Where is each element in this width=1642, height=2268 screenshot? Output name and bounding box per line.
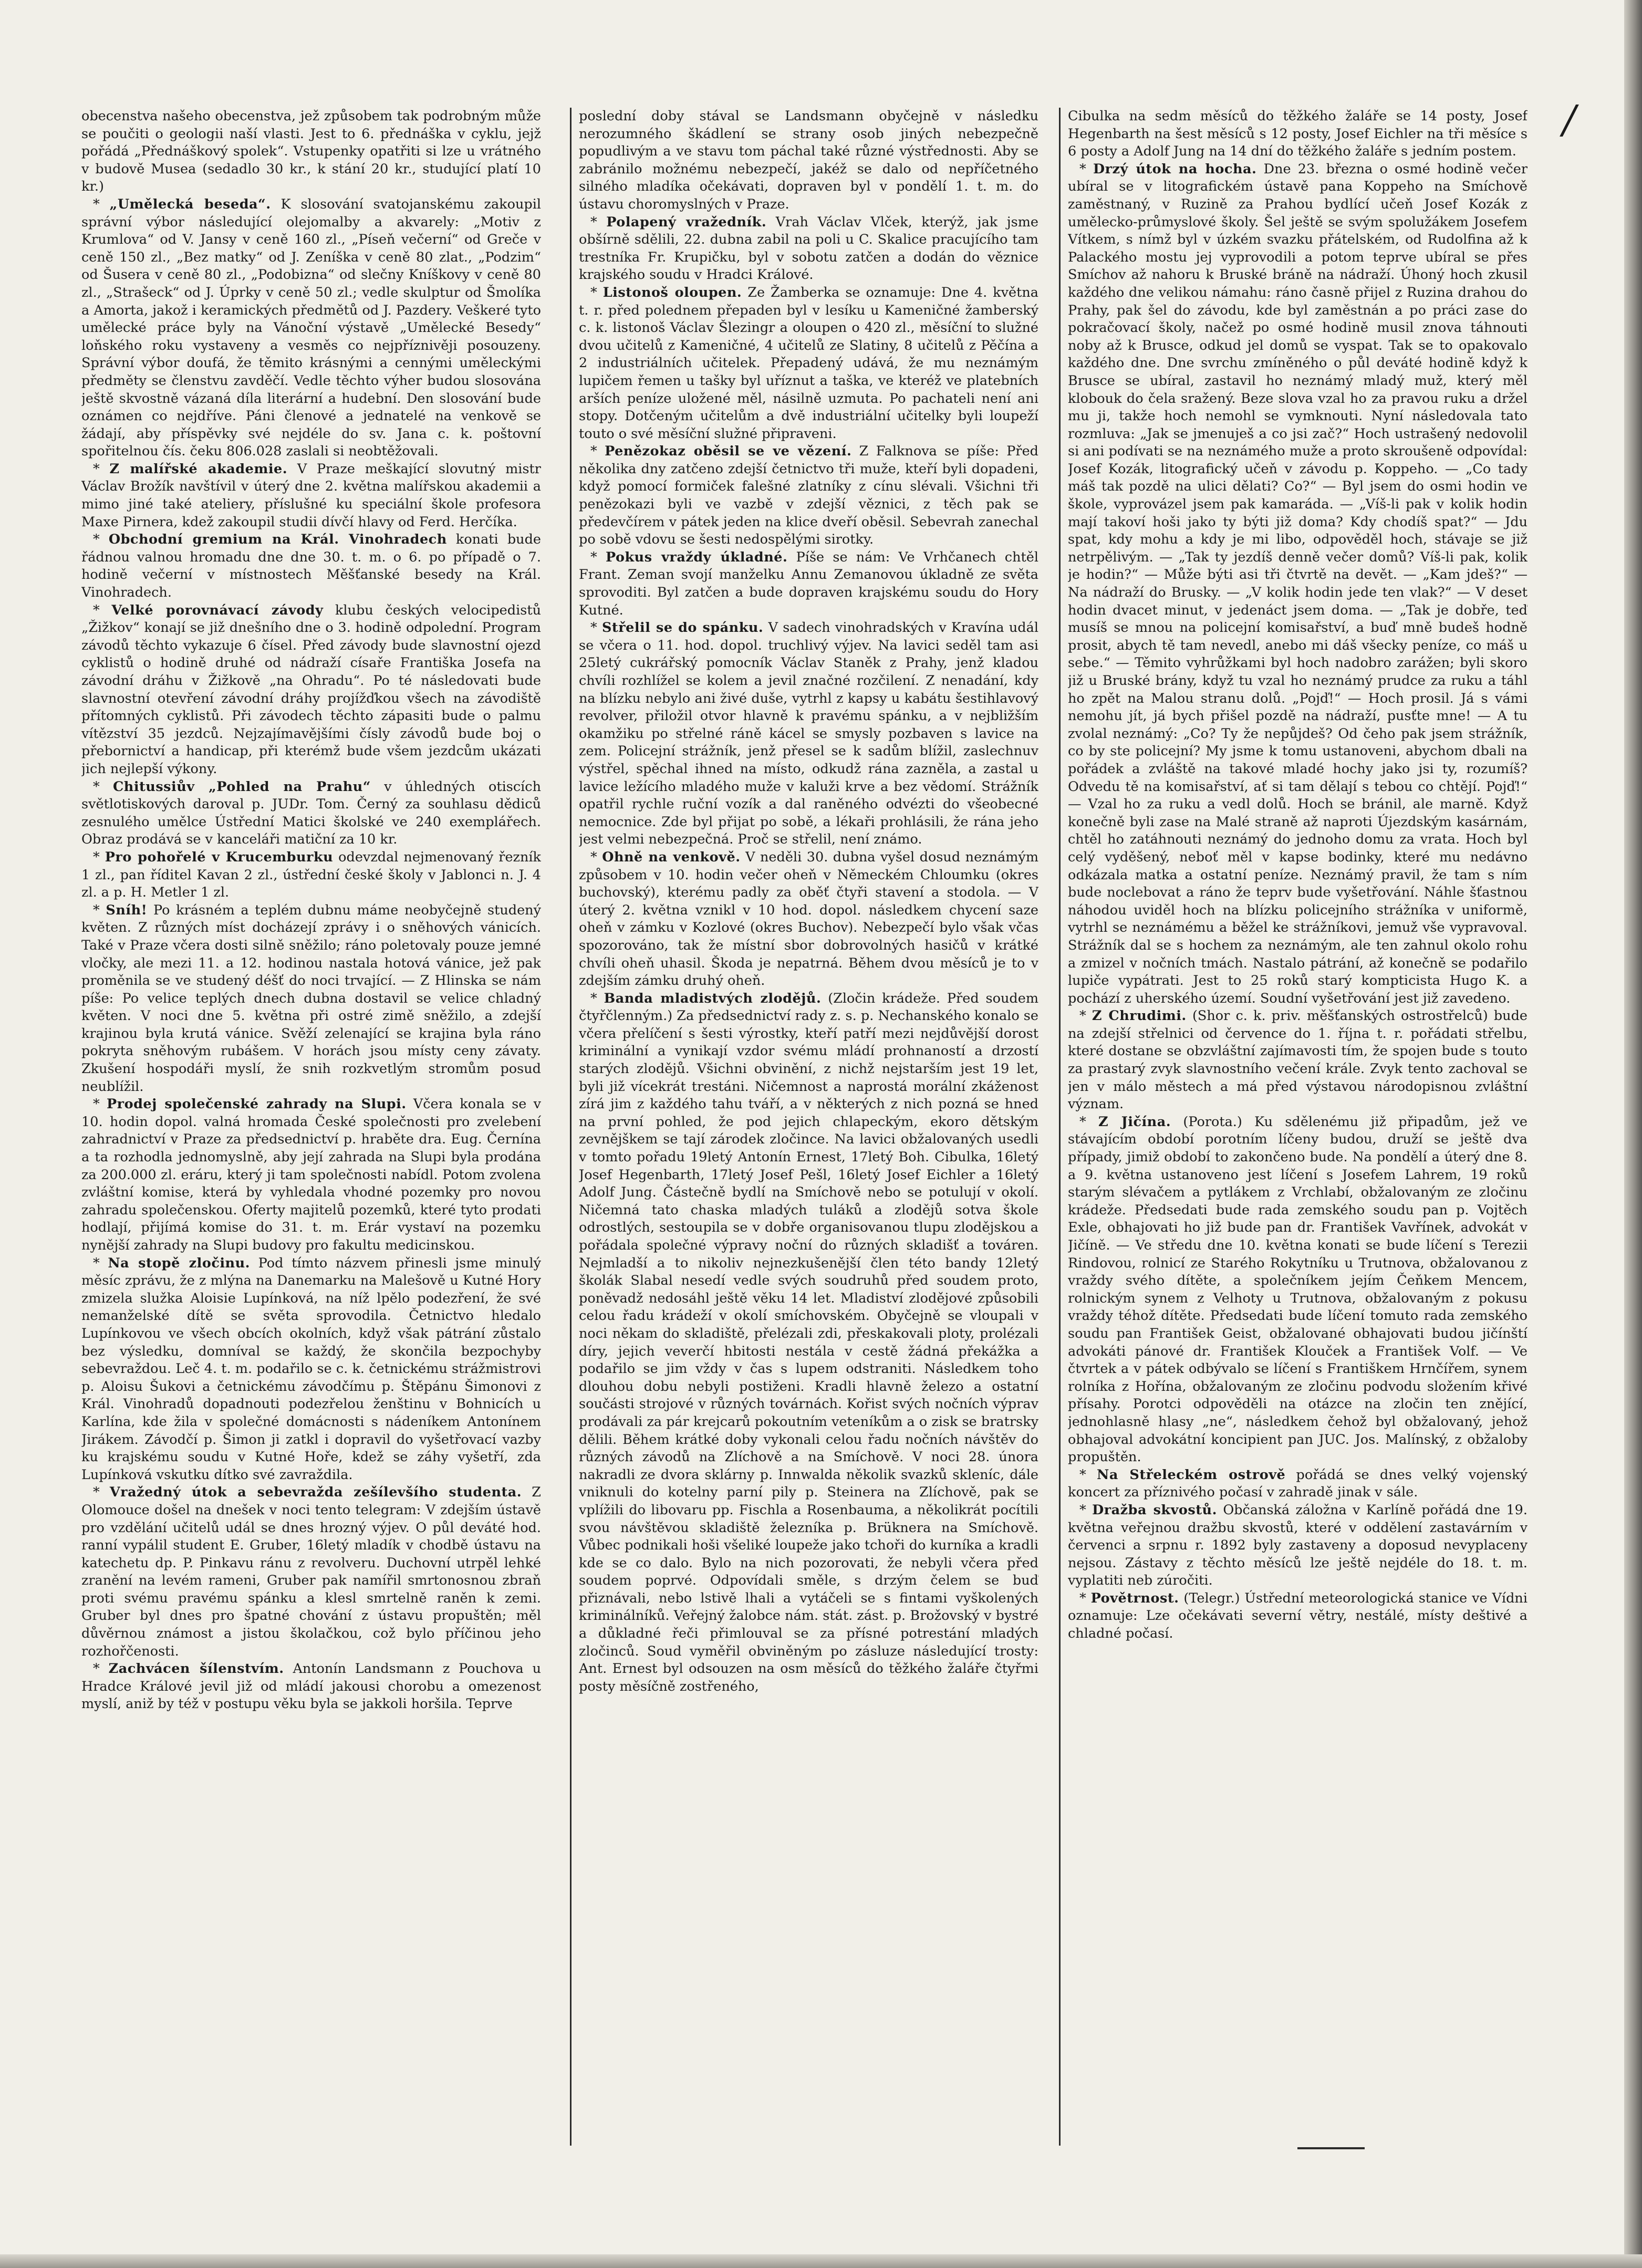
news-item-headline: Polapený vražedník. bbox=[606, 214, 767, 230]
news-item-headline: Pokus vraždy úkladné. bbox=[606, 549, 788, 565]
news-item-text: pořádá se dnes velký vojenský koncert za příznivého počasí v zahradě jinak v sále. bbox=[1068, 1466, 1527, 1501]
news-item-headline: Chitussiův „Pohled na Prahu“ bbox=[112, 778, 371, 795]
column-divider bbox=[570, 108, 571, 2146]
page-edge-shadow bbox=[0, 2254, 1642, 2268]
article-continuation bbox=[1068, 108, 1527, 161]
news-item-headline: Banda mladistvých zlodějů. bbox=[604, 990, 822, 1006]
news-item: * „Umělecká beseda“. K slosování svatojanskému zakoupil správní výbor následující olejomalby a akvarely: „Motiv z Krumlova“ od V. Jansy v ceně 160 zl., „Píseň večerní“ od Greče v ceně 150 zl., „Bez matky“ od J. Zeníška v ceně 80 zlat., „Podzim“ od Šusera v ceně 80 zl., „Podobizna“ od slečny Kníškovy v ceně 80 zl., „Strašeck“ od J. Úprky v ceně 50 zl.; vedle skulptur od Šmolíka a Amorta, jakož i keramických předmětů od J. Pazdery. Veškeré tyto umělecké práce byly na Vánoční výstavě „Umělecké Besedy“ loňského roku vystaveny a vesměs co nejpříznivěji posouzeny. Správní výbor doufá, že těmito krásnými a cennými uměleckými předměty se členstvu zavděčí. Vedle těchto výher budou slosována ještě skvostně vázaná díla literární a hudební. Den slosování bude oznámen co nejdříve. Páni členové a jednatelé na venkově se žádají, aby příspěvky své nejdéle do sv. Jana c. k. poštovní spořitelnou čís. čeku 806.028 zaslali si neobtěžovali. bbox=[81, 196, 541, 460]
news-item-text: (Zločin krádeže. Před soudem čtyřčlenným.) Za předsednictví rady z. s. p. Nechanského konalo se včera přelíčení s šesti výrostky, kteří patří mezi nejdůvější dorost kriminální a vynikají vzdor svému mládí prohnaností a drzostí starých zlodějů. Všichni obvinění, z nichž nejstarším jest 19 let, byli již vícekrát trestáni. Ničemnost a naprostá morální zkáženost zírá jim z každého tahu tváří, a v některých z nich pozná se hned na první pohled, že pod jejich chlapeckým, ekoro dětským zevnějškem se tají zárodek zločince. Na lavici obžalovaných usedli v tomto pořadu 19letý Antonín Ernest, 17letý Boh. Cibulka, 16letý Josef Hegenbarth, 17letý Josef Pešl, 16letý Josef Eichler a 16letý Adolf Jung. Částečně bydlí na Smíchově nebo se potulují v okolí. Ničemná tato chaska mladých tuláků a zlodějů sotva škole odrostlých, sestoupila se v dobře organisovanou tlupu zlodějskou a pořádala společné výpravy noční do různých skladišť a továren. Nejmladší a to nikoliv nejnezkušenější člen této bandy 12letý školák Slabal nesedí vedle svých soudruhů před soudem proto, poněvadž nedosáhl ještě věku 14 let. Mladiství zlodějové způsobili celou řadu krádeží v okolí smíchovském. Obyčejně se vloupali v noci někam do skladiště, přelézali zdi, přeskakovali ploty, prolézali díry, jejich veverčí hbitosti nestála v cestě žádná překážka a podařilo se jim vždy v čas s lupem odstraniti. Následkem toho dlouhou dobu nebyli postiženi. Kradli hlavně železo a ostatní součásti strojové v různých továrnách. Kořist svých nočních výprav prodávali za pár krejcarů pokoutním veteníkům a o zisk se bratrsky dělili. Během krátké doby vykonali celou řadu nočních návštěv do různých závodů na Zlíchově a na Smíchově. V noci 28. února nakradli ze dvora sklárny p. Innwalda několik svazků skleníc, dále vniknuli do kotelny parní pily p. Steinera na Zlíchově, pak se vplížili do libovaru pp. Fischla a Rosenbauma, a několikrát pocítili svou návštěvou skladiště železníka p. Brüknera na Smíchově. Vůbec podnikali hoši všeliké loupeže jako tchoři do kurníka a kradli kde se co dalo. Bylo na nich pozorovati, že nebyli včera před soudem poprvé. Odpovídali směle, s drzým čelem se buď přiznávali, nebo lstivě lhali a vytáčeli se s fintami vyškolených kriminálníků. Veřejný žalobce nám. stát. zást. p. Brožovský v bystré a důkladné řeči přimlouval se za přísné potrestání mladých zločinců. Soud vyměřil obviněným po zásluze následující trosty: Ant. Ernest byl odsouzen na osm měsíců do těžkého žaláře čtyřmi posty měsíčně zostřeného, bbox=[579, 990, 1038, 1694]
news-item-text: K slosování svatojanskému zakoupil správní výbor následující olejomalby a akvarely: „Motiv z Krumlova“ od V. Jansy v ceně 160 zl., „Píseň večerní“ od Greče v ceně 150 zl., „Bez matky“ od J. Zeníška v ceně 80 zlat., „Podzim“ od Šusera v ceně 80 zl., „Podobizna“ od slečny Kníškovy v ceně 80 zl., „Strašeck“ od J. Úprky v ceně 50 zl.; vedle skulptur od Šmolíka a Amorta, jakož i keramických předmětů od J. Pazdery. Veškeré tyto umělecké práce byly na Vánoční výstavě „Umělecké Besedy“ loňského roku vystaveny a vesměs co nejpříznivěji posouzeny. Správní výbor doufá, že těmito krásnými a cennými uměleckými předměty se členstvu zavděčí. Vedle těchto výher budou slosována ještě skvostně vázaná díla literární a hudební. Den slosování bude oznámen co nejdříve. Páni členové a jednatelé na venkově se žádají, aby příspěvky své nejdéle do sv. Jana c. k. poštovní spořitelnou čís. čeku 806.028 zaslali si neobtěžovali. bbox=[81, 196, 541, 460]
news-item-headline: Z Chrudimi. bbox=[1092, 1008, 1187, 1024]
news-item-headline: Povětrnost. bbox=[1090, 1590, 1179, 1606]
column-1 bbox=[81, 108, 541, 2146]
news-item: * Na stopě zločinu. Pod tímto názvem přinesli jsme minulý měsíc zprávu, že z mlýna na Danemarku na Malešově u Kutné Hory zmizela služka Aloisie Lupínková, na níž lpělo podezření, že své nemanželské dítě se světa sprovodila. Četnictvo hledalo Lupínkovou ve všech obcích okolních, když však pátrání zůstalo bez výsledku, domníval se každý, že skončila bezpochyby sebevraždou. Leč 4. t. m. podařilo se c. k. četnickému strážmistrovi p. Aloisu Šukovi a četnickému závodčímu p. Štěpánu Šimonovi z Král. Vinohradů dopadnouti podezřelou ženštinu v Bohnicích u Karlína, kde žila v společné domácnosti s nádeníkem Antonínem Jirákem. Závodčí p. Šimon ji zatkl i dopravil do vyšetřovací vazby ku krajskému soudu v Kutné Hoře, kdež se záhy vyšetří, zda Lupínková vskutku dítko své zavraždila. bbox=[81, 1255, 541, 1483]
news-item-text: (Porota.) Ku sdělenému již připadům, jež ve stávajícím období porotním líčeny budou, druží se ještě dva případy, jimiž období to zakončeno bude. Na pondělí a úterý dne 8. a 9. května ustanoveno jest líčení s Josefem Lahrem, 19 roků starým slévačem a pytlákem z Vrchlabí, obžalovaným ze zločinu krádeže. Předsedati bude rada zemského soudu pan p. Vojtěch Exle, obhajovati ho již bude pan dr. František Vavřínek, advokát v Jičíně. — Ve středu dne 10. května konati se bude líčení s Terezii Rindovou, rolnicí ze Starého Rokytníku u Trutnova, obžalovanou z vraždy svého dítěte, a společníkem jejím Čeňkem Mencem, rolnickým synem z Velhoty u Trutnova, obžalovaným z pokusu vraždy téhož dítěte. Předsedati bude líčení tomuto rada zemského soudu pan František Geist, obžalované obhajovati budou jičínští advokáti pánové dr. František Klouček a František Volf. — Ve čtvrtek a v pátek odbývalo se líčení s Františkem Hrnčířem, synem rolníka z Hořína, obžalovaným ze zločinu podvodu složením křivé přísahy. Porotci odpověděli na otázce na zločin ten znějící, jednohlasně hlasy „ne“, následkem čehož byl obžalovaný, jehož obhajoval advokátní koncipient pan JUC. Jos. Malínský, z obžaloby propuštěn. bbox=[1068, 1114, 1527, 1465]
news-item: * Chitussiův „Pohled na Prahu“ v úhledných otiscích světlotiskových daroval p. JUDr. Tom. Černý za souhlasu dědiců zesnulého umělce Ústřední Matici školské ve 240 exemplářech. Obraz prodává se v kanceláři matiční za 10 kr. bbox=[81, 778, 541, 848]
news-item-text: V Praze meškající slovutný mistr Václav Brožík navštívil v úterý dne 2. května malířskou akademii a mimo jiné také ateliery, příslušné ku speciální škole profesora Maxe Pirnera, kdež zakoupil studii dívčí hlavy od Ferd. Herčíka. bbox=[81, 461, 541, 530]
news-item-text: klubu českých velocipedistů „Žižkov“ konají se již dnešního dne o 3. hodině odpolední. Program závodů těchto vykazuje 6 čísel. Před závody bude slavnostní ojezd cyklistů o hodině druhé od nádraží císaře Františka Josefa na závodní dráhu v Žižkově „na Ohradu“. Po té následovati bude slavnostní otevření závodní dráhy projížďkou všech na závodiště přítomných cyklistů. Při závodech těchto zápasiti bude o palmu vítězství 35 jezdců. Nejzajímavějšími čísly závodů bude boj o přebornictví a handicap, při kterémž bude všem jezdcům ukázati jich nejlepší výkony. bbox=[81, 602, 541, 777]
news-item: * Z Jičína. (Porota.) Ku sdělenému již připadům, jež ve stávajícím období porotním líčeny budou, druží se ještě dva případy, jimiž období to zakončeno bude. Na pondělí a úterý dne 8. a 9. května ustanoveno jest líčení s Josefem Lahrem, 19 roků starým slévačem a pytlákem z Vrchlabí, obžalovaným ze zločinu krádeže. Předsedati bude rada zemského soudu pan p. Vojtěch Exle, obhajovati ho již bude pan dr. František Vavřínek, advokát v Jičíně. — Ve středu dne 10. května konati se bude líčení s Terezii Rindovou, rolnicí ze Starého Rokytníku u Trutnova, obžalovanou z vraždy svého dítěte, a společníkem jejím Čeňkem Mencem, rolnickým synem z Velhoty u Trutnova, obžalovaným z pokusu vraždy téhož dítěte. Předsedati bude líčení tomuto rada zemského soudu pan František Geist, obžalované obhajovati budou jičínští advokáti pánové dr. František Klouček a František Volf. — Ve čtvrtek a v pátek odbývalo se líčení s Františkem Hrnčířem, synem rolníka z Hořína, obžalovaným ze zločinu podvodu složením křivé přísahy. Porotci odpověděli na otázce na zločin ten znějící, jednohlasně hlasy „ne“, následkem čehož byl obžalovaný, jehož obhajoval advokátní koncipient pan JUC. Jos. Malínský, z obžaloby propuštěn. bbox=[1068, 1114, 1527, 1465]
article-text: obecenstva našeho obecenstva, jež způsobem tak podrobným může se poučiti o geologii naší vlasti. Jest to 6. přednáška v cyklu, jejž pořádá „Přednáškový spolek“. Vstupenky opatřiti si lze u vrátného v budově Musea (sedadlo 30 kr., k stání 20 kr., studující platí 10 kr.) bbox=[81, 108, 541, 195]
news-item-headline: Obchodní gremium na Král. Vinohradech bbox=[108, 532, 447, 548]
news-item-text: Píše se nám: Ve Vrhčanech chtěl Frant. Zeman svojí manželku Annu Zemanovou úkladně ze světa sprovoditi. Byl zatčen a bude dopraven krajskému soudu do Hory Kutné. bbox=[579, 549, 1038, 618]
news-item: * Ohně na venkově. V neděli 30. dubna vyšel dosud neznámým způsobem v 10. hodin večer oheň v Německém Chloumku (okres buchovský), kterému padly za oběť čtyři stavení a stodola. — V úterý 2. května vznikl v 10 hod. dopol. následkem chycení saze oheň v zámku v Kozlové (okres Buchov). Nebezpečí bylo však včas spozorováno, tak že místní sbor dobrovolných hasičů v krátké chvíli oheň uhasil. Škoda je nepatrná. Během dvou měsíců je to v zdejším zámku druhý oheň. bbox=[579, 849, 1038, 989]
news-item: * Banda mladistvých zlodějů. (Zločin krádeže. Před soudem čtyřčlenným.) Za předsednictví rady z. s. p. Nechanského konalo se včera přelíčení s šesti výrostky, kteří patří mezi nejdůvější dorost kriminální a vynikají vzdor svému mládí prohnaností a drzostí starých zlodějů. Všichni obvinění, z nichž nejstarším jest 19 let, byli již vícekrát trestáni. Ničemnost a naprostá morální zkáženost zírá jim z každého tahu tváří, a v některých z nich pozná se hned na první pohled, že pod jejich chlapeckým, ekoro dětským zevnějškem se tají zárodek zločince. Na lavici obžalovaných usedli v tomto pořadu 19letý Antonín Ernest, 17letý Boh. Cibulka, 16letý Josef Hegenbarth, 17letý Josef Pešl, 16letý Josef Eichler a 16letý Adolf Jung. Částečně bydlí na Smíchově nebo se potulují v okolí. Ničemná tato chaska mladých tuláků a zlodějů sotva škole odrostlých, sestoupila se v dobře organisovanou tlupu zlodějskou a pořádala společné výpravy noční do různých skladišť a továren. Nejmladší a to nikoliv nejnezkušenější člen této bandy 12letý školák Slabal nesedí vedle svých soudruhů před soudem proto, poněvadž nedosáhl ještě věku 14 let. Mladiství zlodějové způsobili celou řadu krádeží v okolí smíchovském. Obyčejně se vloupali v noci někam do skladiště, přelézali zdi, přeskakovali ploty, prolézali díry, jejich veverčí hbitosti nestála v cestě žádná překážka a podařilo se jim vždy v čas s lupem odstraniti. Následkem toho dlouhou dobu nebyli postiženi. Kradli hlavně železo a ostatní součásti strojové v různých továrnách. Kořist svých nočních výprav prodávali za pár krejcarů pokoutním veteníkům a o zisk se bratrsky dělili. Během krátké doby vykonali celou řadu nočních návštěv do různých závodů na Zlíchově a na Smíchově. V noci 28. února nakradli ze dvora sklárny p. Innwalda několik svazků skleníc, dále vniknuli do kotelny parní pily p. Steinera na Zlíchově, pak se vplížili do libovaru pp. Fischla a Rosenbauma, a několikrát pocítili svou návštěvou skladiště železníka p. Brüknera na Smíchově. Vůbec podnikali hoši všeliké loupeže jako tchoři do kurníka a kradli kde se co dalo. Bylo na nich pozorovati, že nebyli včera před soudem poprvé. Odpovídali směle, s drzým čelem se buď přiznávali, nebo lstivě lhali a vytáčeli se s fintami vyškolených kriminálníků. Veřejný žalobce nám. stát. zást. p. Brožovský v bystré a důkladné řeči přimlouval se za přísné potrestání mladých zločinců. Soud vyměřil obviněným po zásluze následující trosty: Ant. Ernest byl odsouzen na osm měsíců do těžkého žaláře čtyřmi posty měsíčně zostřeného, bbox=[579, 990, 1038, 1694]
news-item: * Penězokaz oběsil se ve vězení. Z Falknova se píše: Před několika dny zatčeno zdejší četnictvo tři muže, kteří byli dopadeni, když pomocí formiček falešné zlatníky z cínu slévali. Všichni tři penězokazi byli ve vazbě v zdejší věznici, z těch pak se předevčírem v pátek jeden na klice dveří oběsil. Sebevrah zanechal po sobě vdovu se šesti nedospělými sirotky. bbox=[579, 443, 1038, 548]
news-item-text: odevzdal nejmenovaný řezník 1 zl., pan říditel Kavan 2 zl., ústřední české školy v Jablonci n. J. 4 zl. a p. H. Metler 1 zl. bbox=[81, 849, 541, 901]
news-item-text: (Telegr.) Ústřední meteorologická stanice ve Vídni oznamuje: Lze očekávati severní větry, nestálé, místy deštivé a chladné počasí. bbox=[1068, 1590, 1527, 1642]
news-item-headline: Velké porovnávací závody bbox=[111, 602, 324, 618]
news-item: * Střelil se do spánku. V sadech vinohradských v Kravína udál se včera o 11. hod. dopol. truchlivý výjev. Na lavici seděl tam asi 25letý cukrářský pomocník Václav Staněk z Prahy, jenž kladou chvíli rozhlížel se kolem a jevil značné rozčilení. Z nenadání, kdy na blízku nebylo ani živé duše, vytrhl z kapsy u kabátu šestihlavový revolver, přiložil otvor hlavně k pravému spánku, a v nejbližším okamžiku po střelné ráně kácel se smysly pozbaven s lavice na zem. Policejní strážník, jenž přesel se k sadům blížil, zaslechnuv výstřel, spěchal ihned na místo, odkudž rána zazněla, a zastal u lavice ležícího mladého muže v kaluži krve a bez vědomí. Strážník opatřil rychle ruční vozík a dal raněného odvézti do všeobecné nemocnice. Zde byl přijat po sobě, a lékaři prohlásili, že rána jeho jest velmi nebezpečná. Proč se střelil, není známo. bbox=[579, 620, 1038, 848]
news-item-text: (Shor c. k. priv. měšťanských ostrostřelců) bude na zdejší střelnici od července do 1. října t. r. pořádati střelbu, které dostane se obzvláštní zajímavosti tím, že spojen bude s touto za prastarý zvyk slavnostního večení krále. Zvyk tento zachoval se jen v málo městech a má před výstavou národopisnou zvláštní význam. bbox=[1068, 1008, 1527, 1112]
news-item-text: konati bude řádnou valnou hromadu dne dne 30. t. m. o 6. po případě o 7. hodině večerní v místnostech Měšťanské besedy na Král. Vinohradech. bbox=[81, 532, 541, 601]
news-item-text: Ze Žamberka se oznamuje: Dne 4. května t. r. před polednem přepaden byl v lesíku u Kameničné žamberský c. k. listonoš Václav Šlezingr a oloupen o 420 zl., měsíční to služné dvou učitelů z Kameničné, 4 učitelů ze Slatiny, 8 učitelů z Pěčína a 2 industriálních učitelek. Přepadený udává, že mu neznámým lupičem řemen u tašky byl uříznut a taška, ve kteréž ve platebních arších peníze uložené měl, násilně uzmuta. Po pachateli není ani stopy. Dotčeným učitelům a dvě industriální učitelky byli loupeží touto o své měsíční služné připraveni. bbox=[579, 284, 1038, 442]
news-item-headline: Penězokaz oběsil se ve vězení. bbox=[605, 443, 852, 460]
news-item: * Drzý útok na hocha. Dne 23. března o osmé hodině večer ubíral se v litografickém ústavě pana Koppeho na Smíchově zaměstnaný, v Ruzině za Prahou bydlící učeň Josef Kozák z umělecko-průmyslové školy. Šel ještě se svým spolužákem Josefem Vítkem, s nímž byl v úzkém svazku přátelském, od Rudolfina až k Palackého mostu jej vyprovodili a potom teprve ubíral se přes Smíchov až nahoru k Bruské bráně na nádraží. Úhoný hoch zkusil každého dne velikou námahu: ráno časně přijel z Ruzina drahou do Prahy, pak šel do závodu, kde byl zaměstnán a po práci zase do pokračovací školy, načež po osmé hodině musil znova táhnouti noby až k Brusce, odkud jel domů se vyspat. Tak se to opakovalo každého dne. Dne svrchu zmíněného o půl deváté hodině když k Brusce se ubíral, zastavil ho neznámý mladý muž, který měl klobouk do čela sražený. Beze slova vzal ho za pravou ruku a držel mu ji, takže hoch nemohl se vymknouti. Nyní následovala tato rozmluva: „Jak se jmenuješ a co jsi zač?“ Hoch ustrašený nedovolil si ani podívati se na neznámého muže a proto skroušeně odpovídal: Josef Kozák, litografický učeň v závodu p. Koppeho. — „Co tady máš tak pozdě na ulici dělati? Co?“ — Byl jsem do osmi hodin ve škole, vyprovázel jsem pak kamaráda. — „Víš-li pak v kolik hodin mají takoví hoši jako ty býti již doma? Kdy chodíš spat?“ — Jdu spat, kdy mohu a kdy je mi libo, odpověděl hoch, stávaje se již netrpělivým. — „Tak ty jezdíš denně večer domů? Víš-li pak, kolik je hodin?“ — Může býti asi tři čtvrtě na devět. — „Kam jdeš?“ — Na nádraží do Brusky. — „V kolik hodin jede ten vlak?“ — V deset hodin dvacet minut, v jedenáct jsem doma. — „Tak je dobře, teď musíš se mnou na policejní komisařství, a buď mně budeš hodně prosit, abych tě tam nevedl, anebo mi dáš všecky peníze, co máš u sebe.“ — Těmito vyhrůžkami byl hoch nadobro zarážen; byli skoro již u Bruské brány, když tu vzal ho neznámý prudce za ruku a táhl ho zpět na Malou stranu dolů. „Pojď!“ — Hoch prosil. Já s vámi nemohu jít, já bych přišel pozdě na nádraží, pusťte mne! — A tu zvolal neznámý: „Co? Ty že nepůjdeš? Od čeho pak jsem strážník, co by ste policejní? My jsme k tomu ustanoveni, abychom dbali na pořádek a zvláště na takové mladé hochy jako jsi ty, rozumíš? Odvedu tě na komisařství, ať si tam dělají s tebou co chtějí. Pojď!“ — Vzal ho za ruku a vedl dolů. Hoch se bránil, ale marně. Když konečně byli zase na Malé straně až naproti Újezdským kasárnám, chtěl ho zatáhnouti neznámý do jednoho domu za vrata. Hoch byl celý vyděšený, neboť měl v kapse bodinky, které mu nedávno odkázala matka a ostatní peníze. Neznámý pravil, že tam s ním bude noclebovat a ráno že teprv bude vyšetřování. Náhle šťastnou náhodou uviděl hoch na blízku policejního strážníka v uniformě, vytrhl se neznámému a běžel ke strážníkovi, jemuž vše vypravoval. Strážník dal se s hochem za neznámým, ale ten zahnul okolo rohu a zmizel v nočních tmách. Nastalo pátrání, až konečně se podařilo lupiče vypátrati. Jest to 25 roků starý kompticista Hugo K. a pochází z uherského území. Soudní vyšetřování jest již zavedeno. bbox=[1068, 161, 1527, 1006]
news-item: * Vražedný útok a sebevražda zešílevšího studenta. Z Olomouce došel na dnešek v noci tento telegram: V zdejším ústavě pro vzdělání učitelů udál se dnes hrozný výjev. O půl deváté hod. ranní vypálil student E. Gruber, 16letý mladík v chodbě ústavu na katechetu dp. P. Pinkavu ránu z revolveru. Duchovní utrpěl lehké zranění na levém rameni, Gruber pak namířil smrtonosnou zbraň proti svému pravému spánku a klesl smrtelně raněn k zemi. Gruber byl dnes pro špatné chování z ústavu propuštěn; měl důvěrnou známost a jistou školačkou, což bylo příčinou jeho rozhořčenosti. bbox=[81, 1484, 541, 1659]
news-item-headline: Na Střeleckém ostrově bbox=[1097, 1466, 1286, 1483]
news-item-headline: Z Jičína. bbox=[1098, 1114, 1171, 1130]
news-item: * Velké porovnávací závody klubu českých velocipedistů „Žižkov“ konají se již dnešního dne o 3. hodině odpolední. Program závodů těchto vykazuje 6 čísel. Před závody bude slavnostní ojezd cyklistů o hodině druhé od nádraží císaře Františka Josefa na závodní dráhu v Žižkově „na Ohradu“. Po té následovati bude slavnostní otevření závodní dráhy projížďkou všech na závodiště přítomných cyklistů. Při závodech těchto zápasiti bude o palmu vítězství 35 jezdců. Nejzajímavějšími čísly závodů bude boj o přebornictví a handicap, při kterémž bude všem jezdcům ukázati jich nejlepší výkony. bbox=[81, 602, 541, 777]
article-continuation bbox=[579, 108, 1038, 214]
news-item: * Na Střeleckém ostrově pořádá se dnes velký vojenský koncert za příznivého počasí v zahradě jinak v sále. bbox=[1068, 1466, 1527, 1501]
news-item-text: v úhledných otiscích světlotiskových daroval p. JUDr. Tom. Černý za souhlasu dědiců zesnulého umělce Ústřední Matici školské ve 240 exemplářech. Obraz prodává se v kanceláři matiční za 10 kr. bbox=[81, 778, 541, 848]
news-item-text: Po krásném a teplém dubnu máme neobyčejně studený květen. Z různých míst docházejí zprávy i o sněhových vánicích. Také v Praze včera dosti silně sněžilo; ráno poletovaly pouze jemné vločky, ale mezi 11. a 12. hodinou nastala hotová vánice, jež pak proměnila se ve studený déšť do noci trvající. — Z Hlinska se nám píše: Po velice teplých dnech dubna dostavil se velice chladný květen. V noci dne 5. května při ostré zimě sněžilo, a zdejší krajinou byla krutá vánice. Svěží zelenající se krajina byla ráno pokryta sněhovým rubášem. V horách jsou místy ceny závaty. Zkušení hospodáři myslí, že snih rozkvetlým stromům posud neublížil. bbox=[81, 902, 541, 1095]
news-item-headline: Z malířské akademie. bbox=[109, 461, 288, 477]
news-item: * Z malířské akademie. V Praze meškající slovutný mistr Václav Brožík navštívil v úterý dne 2. května malířskou akademii a mimo jiné také ateliery, příslušné ku speciální škole profesora Maxe Pirnera, kdež zakoupil studii dívčí hlavy od Ferd. Herčíka. bbox=[81, 461, 541, 530]
news-item-headline: Sníh! bbox=[106, 902, 148, 918]
news-item-headline: Střelil se do spánku. bbox=[602, 620, 764, 636]
news-item-text: V sadech vinohradských v Kravína udál se včera o 11. hod. dopol. truchlivý výjev. Na lavici seděl tam asi 25letý cukrářský pomocník Václav Staněk z Prahy, jenž kladou chvíli rozhlížel se kolem a jevil značné rozčilení. Z nenadání, kdy na blízku nebylo ani živé duše, vytrhl z kapsy u kabátu šestihlavový revolver, přiložil otvor hlavně k pravému spánku, a v nejbližším okamžiku po střelné ráně kácel se smysly pozbaven s lavice na zem. Policejní strážník, jenž přesel se k sadům blížil, zaslechnuv výstřel, spěchal ihned na místo, odkudž rána zazněla, a zastal u lavice ležícího mladého muže v kaluži krve a bez vědomí. Strážník opatřil rychle ruční vozík a dal raněného odvézti do všeobecné nemocnice. Zde byl přijat po sobě, a lékaři prohlásili, že rána jeho jest velmi nebezpečná. Proč se střelil, není známo. bbox=[579, 620, 1038, 848]
news-item-text: Pod tímto názvem přinesli jsme minulý měsíc zprávu, že z mlýna na Danemarku na Malešově u Kutné Hory zmizela služka Aloisie Lupínková, na níž lpělo podezření, že své nemanželské dítě se světa sprovodila. Četnictvo hledalo Lupínkovou ve všech obcích okolních, když však pátrání zůstalo bez výsledku, domníval se každý, že skončila bezpochyby sebevraždou. Leč 4. t. m. podařilo se c. k. četnickému strážmistrovi p. Aloisu Šukovi a četnickému závodčímu p. Štěpánu Šimonovi z Král. Vinohradů dopadnouti podezřelou ženštinu v Bohnicích u Karlína, kde žila v společné domácnosti s nádeníkem Antonínem Jirákem. Závodčí p. Šimon ji zatkl i dopravil do vyšetřovací vazby ku krajskému soudu v Kutné Hoře, kdež se záhy vyšetří, zda Lupínková vskutku dítko své zavraždila. bbox=[81, 1255, 541, 1483]
news-item-text: Občanská záložna v Karlíně pořádá dne 19. května veřejnou dražbu skvostů, které v oddělení zastavárním v červenci a srpnu r. 1892 byly zastaveny a doposud nevyplaceny nejsou. Zástavy z těchto měsíců lze ještě nejdéle do 18. t. m. vyplatiti neb zúročiti. bbox=[1068, 1502, 1527, 1589]
news-item: * Obchodní gremium na Král. Vinohradech konati bude řádnou valnou hromadu dne dne 30. t. m. o 6. po případě o 7. hodině večerní v místnostech Měšťanské besedy na Král. Vinohradech. bbox=[81, 532, 541, 601]
news-item-text: V neděli 30. dubna vyšel dosud neznámým způsobem v 10. hodin večer oheň v Německém Chloumku (okres buchovský), kterému padly za oběť čtyři stavení a stodola. — V úterý 2. května vznikl v 10 hod. dopol. následkem chycení saze oheň v zámku v Kozlové (okres Buchov). Nebezpečí bylo však včas spozorováno, tak že místní sbor dobrovolných hasičů v krátké chvíli oheň uhasil. Škoda je nepatrná. Během dvou měsíců je to v zdejším zámku druhý oheň. bbox=[579, 849, 1038, 989]
news-item: * Zachvácen šílenstvím. Antonín Landsmann z Pouchova u Hradce Králové jevil již od mládí jakousi chorobu a omezenost myslí, aniž by též v postupu věku byla se jakkoli horšila. Teprve bbox=[81, 1661, 541, 1712]
news-item: * Sníh! Po krásném a teplém dubnu máme neobyčejně studený květen. Z různých míst docházejí zprávy i o sněhových vánicích. Také v Praze včera dosti silně sněžilo; ráno poletovaly pouze jemné vločky, ale mezi 11. a 12. hodinou nastala hotová vánice, jež pak proměnila se ve studený déšť do noci trvající. — Z Hlinska se nám píše: Po velice teplých dnech dubna dostavil se velice chladný květen. V noci dne 5. května při ostré zimě sněžilo, a zdejší krajinou byla krutá vánice. Svěží zelenající se krajina byla ráno pokryta sněhovým rubášem. V horách jsou místy ceny závaty. Zkušení hospodáři myslí, že snih rozkvetlým stromům posud neublížil. bbox=[81, 902, 541, 1095]
page-edge-shadow bbox=[1624, 0, 1642, 2268]
news-item-text: Včera konala se v 10. hodin dopol. valná hromada České společnosti pro zvelebení zahradnictví v Praze za předsednictví p. hraběte dra. Eug. Černína a ta rozhodla jednomyslně, aby její zahrada na Slupi byla prodána za 200.000 zl. eráru, který ji tam společnosti nabídl. Potom zvolena zvláštní komise, která by vyhledala vhodné pozemky pro novou zahradu společenskou. Oferty majitelů pozemků, které tyto prodati hodlají, přijímá komise do 31. t. m. Erár vystaví na pozemku nynější zahrady na Slupi budovy pro fakultu medicinskou. bbox=[81, 1096, 541, 1253]
news-item-headline: Listonoš oloupen. bbox=[602, 284, 742, 300]
column-2 bbox=[579, 108, 1038, 2146]
news-item-headline: Vražedný útok a sebevražda zešílevšího studenta. bbox=[109, 1484, 522, 1501]
column-3 bbox=[1068, 108, 1527, 2146]
news-item-headline: Drzý útok na hocha. bbox=[1093, 161, 1257, 177]
news-item: * Z Chrudimi. (Shor c. k. priv. měšťanských ostrostřelců) bude na zdejší střelnici od července do 1. října t. r. pořádati střelbu, které dostane se obzvláštní zajímavosti tím, že spojen bude s touto za prastarý zvyk slavnostního večení krále. Zvyk tento zachoval se jen v málo městech a má před výstavou národopisnou zvláštní význam. bbox=[1068, 1008, 1527, 1112]
news-item: * Listonoš oloupen. Ze Žamberka se oznamuje: Dne 4. května t. r. před polednem přepaden byl v lesíku u Kameničné žamberský c. k. listonoš Václav Šlezingr a oloupen o 420 zl., měsíční to služné dvou učitelů z Kameničné, 4 učitelů ze Slatiny, 8 učitelů z Pěčína a 2 industriálních učitelek. Přepadený udává, že mu neznámým lupičem řemen u tašky byl uříznut a taška, ve kteréž ve platebních arších peníze uložené měl, násilně uzmuta. Po pachateli není ani stopy. Dotčeným učitelům a dvě industriální učitelky byli loupeží touto o své měsíční služné připraveni. bbox=[579, 284, 1038, 442]
news-item-text: Z Olomouce došel na dnešek v noci tento telegram: V zdejším ústavě pro vzdělání učitelů udál se dnes hrozný výjev. O půl deváté hod. ranní vypálil student E. Gruber, 16letý mladík v chodbě ústavu na katechetu dp. P. Pinkavu ránu z revolveru. Duchovní utrpěl lehké zranění na levém rameni, Gruber pak namířil smrtonosnou zbraň proti svému pravému spánku a klesl smrtelně raněn k zemi. Gruber byl dnes pro špatné chování z ústavu propuštěn; měl důvěrnou známost a jistou školačkou, což bylo příčinou jeho rozhořčenosti. bbox=[81, 1484, 541, 1659]
news-item-headline: Na stopě zločinu. bbox=[108, 1255, 251, 1271]
article-text: Cibulka na sedm měsíců do těžkého žaláře se 14 posty, Josef Hegenbarth na šest měsíců s 12 posty, Josef Eichler na tři měsíce s 6 posty a Adolf Jung na 14 dní do těžkého žaláře s jedním postem. bbox=[1068, 108, 1527, 160]
news-item-headline: „Umělecká beseda“. bbox=[109, 196, 271, 212]
news-item-text: Vrah Václav Vlček, kterýž, jak jsme obšírně sdělili, 22. dubna zabil na poli u C. Skalice pracujícího tam trestníka Fr. Krupičku, byl v sobotu zatčen a dodán do věznice krajského soudu v Hradci Králové. bbox=[579, 214, 1038, 283]
news-item-headline: Ohně na venkově. bbox=[602, 849, 741, 865]
news-item: * Polapený vražedník. Vrah Václav Vlček, kterýž, jak jsme obšírně sdělili, 22. dubna zabil na poli u C. Skalice pracujícího tam trestníka Fr. Krupičku, byl v sobotu zatčen a dodán do věznice krajského soudu v Hradci Králové. bbox=[579, 214, 1038, 283]
news-item-text: Dne 23. března o osmé hodině večer ubíral se v litografickém ústavě pana Koppeho na Smíchově zaměstnaný, v Ruzině za Prahou bydlící učeň Josef Kozák z umělecko-průmyslové školy. Šel ještě se svým spolužákem Josefem Vítkem, s nímž byl v úzkém svazku přátelském, od Rudolfina až k Palackého mostu jej vyprovodili a potom teprve ubíral se přes Smíchov až nahoru k Bruské bráně na nádraží. Úhoný hoch zkusil každého dne velikou námahu: ráno časně přijel z Ruzina drahou do Prahy, pak šel do závodu, kde byl zaměstnán a po práci zase do pokračovací školy, načež po osmé hodině musil znova táhnouti noby až k Brusce, odkud jel domů se vyspat. Tak se to opakovalo každého dne. Dne svrchu zmíněného o půl deváté hodině když k Brusce se ubíral, zastavil ho neznámý mladý muž, který měl klobouk do čela sražený. Beze slova vzal ho za pravou ruku a držel mu ji, takže hoch nemohl se vymknouti. Nyní následovala tato rozmluva: „Jak se jmenuješ a co jsi zač?“ Hoch ustrašený nedovolil si ani podívati se na neznámého muže a proto skroušeně odpovídal: Josef Kozák, litografický učeň v závodu p. Koppeho. — „Co tady máš tak pozdě na ulici dělati? Co?“ — Byl jsem do osmi hodin ve škole, vyprovázel jsem pak kamaráda. — „Víš-li pak v kolik hodin mají takoví hoši jako ty býti již doma? Kdy chodíš spat?“ — Jdu spat, kdy mohu a kdy je mi libo, odpověděl hoch, stávaje se již netrpělivým. — „Tak ty jezdíš denně večer domů? Víš-li pak, kolik je hodin?“ — Může býti asi tři čtvrtě na devět. — „Kam jdeš?“ — Na nádraží do Brusky. — „V kolik hodin jede ten vlak?“ — V deset hodin dvacet minut, v jedenáct jsem doma. — „Tak je dobře, teď musíš se mnou na policejní komisařství, a buď mně budeš hodně prosit, abych tě tam nevedl, anebo mi dáš všecky peníze, co máš u sebe.“ — Těmito vyhrůžkami byl hoch nadobro zarážen; byli skoro již u Bruské brány, když tu vzal ho neznámý prudce za ruku a táhl ho zpět na Malou stranu dolů. „Pojď!“ — Hoch prosil. Já s vámi nemohu jít, já bych přišel pozdě na nádraží, pusťte mne! — A tu zvolal neznámý: „Co? Ty že nepůjdeš? Od čeho pak jsem strážník, co by ste policejní? My jsme k tomu ustanoveni, abychom dbali na pořádek a zvláště na takové mladé hochy jako jsi ty, rozumíš? Odvedu tě na komisařství, ať si tam dělají s tebou co chtějí. Pojď!“ — Vzal ho za ruku a vedl dolů. Hoch se bránil, ale marně. Když konečně byli zase na Malé straně až naproti Újezdským kasárnám, chtěl ho zatáhnouti neznámý do jednoho domu za vrata. Hoch byl celý vyděšený, neboť měl v kapse bodinky, které mu nedávno odkázala matka a ostatní peníze. Neznámý pravil, že tam s ním bude noclebovat a ráno že teprv bude vyšetřování. Náhle šťastnou náhodou uviděl hoch na blízku policejního strážníka v uniformě, vytrhl se neznámému a běžel ke strážníkovi, jemuž vše vypravoval. Strážník dal se s hochem za neznámým, ale ten zahnul okolo rohu a zmizel v nočních tmách. Nastalo pátrání, až konečně se podařilo lupiče vypátrati. Jest to 25 roků starý kompticista Hugo K. a pochází z uherského území. Soudní vyšetřování jest již zavedeno. bbox=[1068, 161, 1527, 1006]
end-rule bbox=[1297, 2147, 1365, 2149]
article-continuation bbox=[81, 108, 541, 196]
news-item: * Dražba skvostů. Občanská záložna v Karlíně pořádá dne 19. května veřejnou dražbu skvostů, které v oddělení zastavárním v červenci a srpnu r. 1892 byly zastaveny a doposud nevyplaceny nejsou. Zástavy z těchto měsíců lze ještě nejdéle do 18. t. m. vyplatiti neb zúročiti. bbox=[1068, 1502, 1527, 1589]
news-item-headline: Zachvácen šílenstvím. bbox=[108, 1661, 284, 1677]
news-item: * Prodej společenské zahrady na Slupi. Včera konala se v 10. hodin dopol. valná hromada České společnosti pro zvelebení zahradnictví v Praze za předsednictví p. hraběte dra. Eug. Černína a ta rozhodla jednomyslně, aby její zahrada na Slupi byla prodána za 200.000 zl. eráru, který ji tam společnosti nabídl. Potom zvolena zvláštní komise, která by vyhledala vhodné pozemky pro novou zahradu společenskou. Oferty majitelů pozemků, které tyto prodati hodlají, přijímá komise do 31. t. m. Erár vystaví na pozemku nynější zahrady na Slupi budovy pro fakultu medicinskou. bbox=[81, 1096, 541, 1253]
margin-mark: / bbox=[1563, 97, 1576, 142]
news-item: * Pokus vraždy úkladné. Píše se nám: Ve Vrhčanech chtěl Frant. Zeman svojí manželku Annu Zemanovou úkladně ze světa sprovoditi. Byl zatčen a bude dopraven krajskému soudu do Hory Kutné. bbox=[579, 549, 1038, 618]
news-item-headline: Prodej společenské zahrady na Slupi. bbox=[106, 1096, 407, 1112]
news-item: * Pro pohořelé v Krucemburku odevzdal nejmenovaný řezník 1 zl., pan říditel Kavan 2 zl., ústřední české školy v Jablonci n. J. 4 zl. a p. H. Metler 1 zl. bbox=[81, 849, 541, 901]
news-item-headline: Dražba skvostů. bbox=[1092, 1502, 1217, 1518]
article-text: poslední doby stával se Landsmann obyčejně v následku nerozumného škádlení se strany osob jiných nebezpečně popudlivým a ve stavu tom páchal také různé výstřednosti. Aby se zabránilo možnému nebezpečí, jakéž se dalo od nepříčetného silného mladíka očekávati, dopraven byl v pondělí 1. t. m. do ústavu choromyslných v Praze. bbox=[579, 108, 1038, 212]
news-item-headline: Pro pohořelé v Krucemburku bbox=[105, 849, 334, 865]
news-item-text: Antonín Landsmann z Pouchova u Hradce Králové jevil již od mládí jakousi chorobu a omezenost myslí, aniž by též v postupu věku byla se jakkoli horšila. Teprve bbox=[81, 1661, 541, 1712]
news-item: * Povětrnost. (Telegr.) Ústřední meteorologická stanice ve Vídni oznamuje: Lze očekávati severní větry, nestálé, místy deštivé a chladné počasí. bbox=[1068, 1590, 1527, 1642]
column-divider bbox=[1059, 108, 1061, 2146]
news-item-text: Z Falknova se píše: Před několika dny zatčeno zdejší četnictvo tři muže, kteří byli dopadeni, když pomocí formiček falešné zlatníky z cínu slévali. Všichni tři penězokazi byli ve vazbě v zdejší věznici, z těch pak se předevčírem v pátek jeden na klice dveří oběsil. Sebevrah zanechal po sobě vdovu se šesti nedospělými sirotky. bbox=[579, 443, 1038, 548]
